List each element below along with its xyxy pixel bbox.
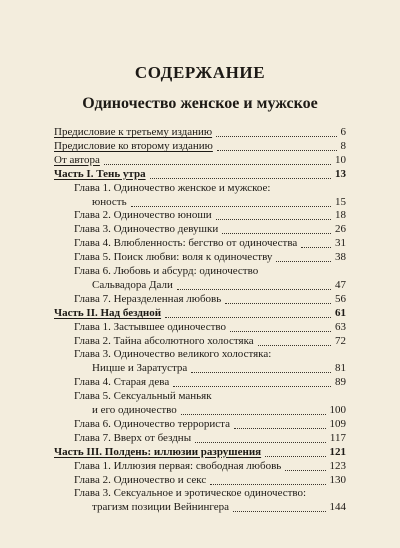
toc-entry-text: Глава 6. Одиночество террориста	[74, 417, 230, 430]
leader-dots	[285, 470, 325, 471]
leader-dots	[230, 331, 331, 332]
leader-dots	[234, 428, 326, 429]
leader-dots	[210, 484, 325, 485]
toc-entry-row	[0, 432, 400, 445]
book-title: Одиночество женское и мужское	[82, 95, 318, 112]
toc-entry-row	[0, 251, 400, 264]
toc-entry-row	[0, 196, 400, 209]
toc-entry-row	[0, 126, 400, 139]
leader-dots	[195, 442, 326, 443]
toc-entry-text: Глава 5. Сексуальный маньяк	[74, 390, 212, 403]
toc-part-row	[0, 307, 400, 320]
toc-entry-row	[0, 362, 400, 375]
leader-dots	[276, 261, 331, 262]
toc-entry-text: Глава 1. Одиночество женское и мужское:	[74, 181, 271, 194]
toc-entry-text: Предисловие к третьему изданию	[54, 126, 213, 138]
contents-heading: СОДЕРЖАНИЕ	[134, 63, 266, 82]
toc-entry-row	[0, 279, 400, 292]
toc-entry-text: Глава 2. Одиночество юноши	[74, 209, 212, 222]
toc-entry-text: Глава 2. Тайна абсолютного холостяка	[74, 334, 254, 347]
toc-entry-text: Часть III. Полдень: иллюзии разрушения	[54, 445, 262, 458]
leader-dots	[177, 289, 331, 290]
toc-entry-text: Предисловие ко второму изданию	[54, 139, 213, 152]
toc-entry-row	[0, 404, 400, 417]
toc-page-number: 8	[340, 139, 346, 152]
toc-entry-row	[0, 154, 400, 167]
toc-page-number: 10	[335, 153, 346, 166]
toc-entry-text: Глава 3. Одиночество девушки	[74, 223, 219, 236]
toc-entry-row	[0, 474, 400, 487]
leader-dots	[150, 178, 331, 179]
toc-entry-text: Сальвадора Дали	[92, 278, 173, 291]
toc-entry-row	[0, 237, 400, 250]
toc-page-number: 18	[335, 209, 346, 222]
leader-dots	[165, 317, 331, 318]
toc-entry-row	[0, 335, 400, 348]
toc-page-number: 15	[335, 195, 346, 208]
toc-page-number: 123	[329, 459, 346, 472]
toc-page-number: 47	[335, 278, 346, 291]
toc-entry-text: Глава 7. Неразделенная любовь	[74, 292, 222, 305]
toc-page-number: 31	[335, 237, 346, 250]
toc-page-number: 117	[329, 431, 346, 444]
toc-entry-text: Глава 3. Одиночество великого холостяка:	[74, 348, 272, 361]
toc-entry-text: Глава 1. Застывшее одиночество	[74, 320, 227, 333]
toc-entry-row	[0, 293, 400, 306]
leader-dots	[173, 386, 331, 387]
toc-entry-row	[0, 209, 400, 222]
toc-entry-text: Глава 7. Вверх от бездны	[74, 431, 192, 444]
toc-entry-row	[0, 321, 400, 334]
toc-page-number: 61	[335, 306, 346, 319]
toc-entry-row	[0, 460, 400, 473]
toc-entry-text: Глава 3. Сексуальное и эротическое одиночество:	[74, 487, 307, 500]
toc-entry-text: От автора	[54, 153, 100, 166]
toc-entry-row	[0, 140, 400, 153]
leader-dots	[216, 136, 336, 137]
toc-entry-row	[0, 487, 400, 500]
toc-page-number: 56	[335, 292, 346, 305]
leader-dots	[301, 247, 331, 248]
toc-entry-text: Глава 2. Одиночество и секс	[74, 473, 207, 486]
toc-page-number: 89	[335, 376, 346, 389]
toc-page-number: 26	[335, 223, 346, 236]
toc-page-number: 109	[329, 417, 346, 430]
toc-part-row	[0, 446, 400, 459]
leader-dots	[216, 219, 331, 220]
toc-entry-text: и его одиночество	[92, 404, 177, 416]
toc-entry-text: Часть I. Тень утра	[54, 167, 146, 180]
toc-page-number: 63	[335, 320, 346, 333]
toc-entry-row	[0, 265, 400, 278]
toc-entry-text: Глава 5. Поиск любви: воля к одиночеству	[74, 251, 273, 264]
toc-page-number: 6	[340, 126, 346, 138]
leader-dots	[265, 456, 325, 457]
toc-entry-row	[0, 501, 400, 514]
toc-entry-text: юность	[92, 195, 127, 208]
leader-dots	[217, 150, 337, 151]
leader-dots	[104, 164, 331, 165]
toc-entry-text: Глава 4. Старая дева	[74, 376, 170, 389]
toc-page-number: 100	[329, 404, 346, 416]
toc-entry-row	[0, 390, 400, 403]
toc-page-number: 81	[335, 362, 346, 375]
toc-page-number: 130	[329, 473, 346, 486]
leader-dots	[258, 345, 331, 346]
toc-page-number: 72	[335, 334, 346, 347]
toc-part-row	[0, 168, 400, 181]
leader-dots	[233, 511, 325, 512]
toc-entry-text: Глава 6. Любовь и абсурд: одиночество	[74, 265, 259, 277]
toc-page-number: 121	[329, 445, 346, 458]
leader-dots	[225, 303, 331, 304]
toc-entry-row	[0, 182, 400, 195]
toc-entry-text: Глава 4. Влюбленность: бегство от одиночества	[74, 237, 298, 250]
toc-entry-row	[0, 348, 400, 361]
toc-entry-row	[0, 223, 400, 236]
toc-entry-text: Ницше и Заратустра	[92, 362, 188, 375]
toc-page-number: 144	[329, 501, 346, 514]
toc-page-number: 38	[335, 251, 346, 264]
leader-dots	[181, 414, 326, 415]
toc-entry-row	[0, 376, 400, 389]
leader-dots	[222, 233, 331, 234]
toc-entry-text: Часть II. Над бездной	[54, 306, 162, 319]
toc-page-number: 13	[335, 167, 346, 180]
toc-entry-text: трагизм позиции Вейнингера	[92, 501, 230, 514]
toc-entry-text: Глава 1. Иллюзия первая: свободная любовь	[74, 459, 282, 472]
leader-dots	[191, 372, 331, 373]
toc-entry-row	[0, 418, 400, 431]
leader-dots	[131, 206, 331, 207]
